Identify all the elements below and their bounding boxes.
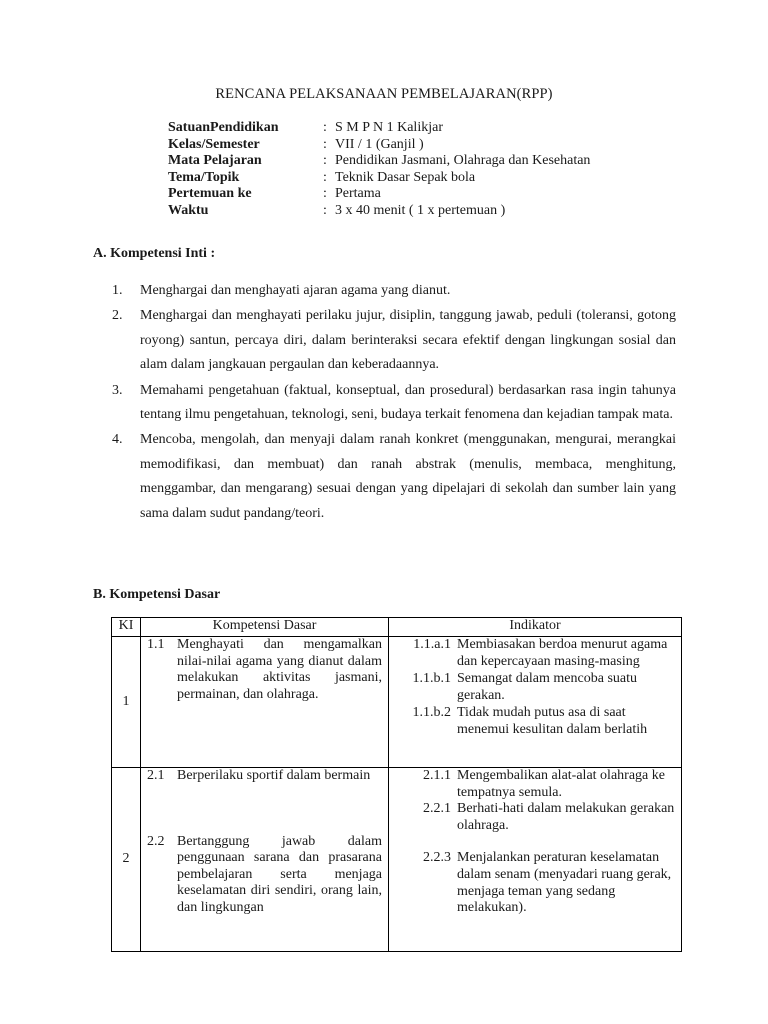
identity-colon: : (323, 136, 327, 152)
identity-value: Teknik Dasar Sepak bola (335, 169, 476, 185)
indicator-number: 1.1.b.2 (412, 705, 451, 721)
list-text: Memahami pengetahuan (faktual, konseptual, dan prosedural) berdasarkan rasa ingin tahunya tentang ilmu pengetahuan, teknologi, seni, budaya terkait fenomena dan kejadian tampak mata. (140, 382, 676, 423)
kd-number: 2.2 (147, 833, 165, 849)
identity-label: SatuanPendidikan (168, 120, 279, 135)
page-title: RENCANA PELAKSANAAN PEMBELAJARAN(RPP) (215, 86, 553, 102)
indicator-text: Mengembalikan alat-alat olahraga ke tempatnya semula. (457, 768, 665, 800)
indicator-item (395, 768, 677, 801)
identity-row (168, 153, 590, 170)
indicator-text: Semangat dalam mencoba suatu gerakan. (457, 671, 637, 703)
list-text: Menghargai dan menghayati ajaran agama yang dianut. (140, 283, 451, 298)
list-item (112, 304, 676, 377)
indicator-number: 1.1.a.1 (413, 637, 451, 652)
indicator-number: 2.2.1 (423, 801, 451, 817)
table-header-row (112, 618, 682, 637)
header-indicator: Indikator (389, 618, 682, 637)
identity-colon: : (323, 169, 327, 185)
identity-colon: : (323, 186, 327, 202)
list-item (112, 428, 676, 526)
indicator-item (395, 705, 677, 738)
identity-row (168, 170, 590, 187)
list-number: 4. (112, 432, 123, 448)
indicator-item (395, 671, 677, 704)
kd-item (147, 768, 382, 785)
section-a-heading: A. Kompetensi Inti : (93, 246, 216, 261)
kd-item (147, 834, 382, 917)
ki-number: 1 (112, 637, 141, 768)
indicator-item (395, 850, 677, 916)
indicator-number: 2.2.3 (423, 850, 451, 866)
identity-value: VII / 1 (Ganjil ) (335, 136, 424, 152)
list-text: Menghargai dan menghayati perilaku jujur, disiplin, tanggung jawab, peduli (toleransi, gotong royong) santun, percaya diri, dalam berinteraksi secara efektif dengan lingkungan sosial dan alam dalam jangkauan pergaulan dan keberadaannya. (140, 308, 676, 373)
identity-value: Pendidikan Jasmani, Olahraga dan Kesehatan (335, 153, 591, 169)
table-row (112, 637, 682, 768)
identity-label: Tema/Topik (168, 169, 240, 185)
indicator-text: Menjalankan peraturan keselamatan dalam senam (menyadari ruang gerak, menjaga teman yang sedang melakukan). (457, 850, 672, 916)
identity-block (168, 120, 590, 220)
identity-value: Pertama (335, 186, 381, 202)
identity-label: Mata Pelajaran (168, 153, 262, 169)
kd-cell (141, 768, 389, 952)
identity-colon: : (323, 120, 327, 135)
header-ki: KI (112, 618, 141, 637)
list-item (112, 379, 676, 428)
indicator-number: 1.1.b.1 (412, 671, 451, 687)
basic-competency-table (111, 617, 682, 952)
header-kd: Kompetensi Dasar (141, 618, 389, 637)
kd-text: Menghayati dan mengamalkan nilai-nilai agama yang dianut dalam melakukan aktivitas jasmani, permainan, dan olahraga. (177, 637, 382, 702)
ki-number: 2 (112, 768, 141, 952)
indicator-text: Tidak mudah putus asa di saat menemui kesulitan dalam berlatih (457, 705, 648, 737)
identity-value: S M P N 1 Kalikjar (335, 120, 443, 135)
identity-label: Pertemuan ke (168, 186, 252, 202)
indicator-number: 2.1.1 (423, 768, 451, 783)
identity-row (168, 186, 590, 203)
identity-label: Waktu (168, 202, 209, 218)
list-item (112, 279, 676, 303)
core-competency-list (112, 279, 676, 527)
indicator-item (395, 801, 677, 834)
identity-colon: : (323, 153, 327, 169)
indicator-cell (389, 768, 682, 952)
list-number: 3. (112, 382, 123, 398)
identity-label: Kelas/Semester (168, 136, 260, 152)
identity-row (168, 137, 590, 154)
kd-item (147, 637, 382, 703)
kd-text: Berperilaku sportif dalam bermain (177, 768, 371, 783)
kd-cell (141, 637, 389, 768)
table-row (112, 768, 682, 952)
indicator-text: Berhati-hati dalam melakukan gerakan olahraga. (457, 801, 675, 833)
kd-text: Bertanggung jawab dalam penggunaan sarana dan prasarana pembelajaran serta menjaga keselamatan diri sendiri, orang lain, dan lingkungan (177, 833, 382, 915)
identity-colon: : (323, 202, 327, 218)
identity-value: 3 x 40 menit ( 1 x pertemuan ) (335, 202, 506, 218)
kd-number: 2.1 (147, 768, 165, 783)
list-number: 1. (112, 283, 123, 298)
identity-row (168, 203, 590, 220)
indicator-text: Membiasakan berdoa menurut agama dan kepercayaan masing-masing (457, 637, 668, 669)
identity-row (168, 120, 590, 137)
section-b-heading: B. Kompetensi Dasar (93, 587, 221, 602)
indicator-item (395, 637, 677, 670)
list-text: Mencoba, mengolah, dan menyaji dalam ranah konkret (menggunakan, mengurai, merangkai memodifikasi, dan membuat) dan ranah abstrak (menulis, membaca, menghitung, menggambar, dan mengarang) sesuai dengan yang dipelajari di sekolah dan sumber lain yang sama dalam sudut pandang/teori. (140, 432, 676, 521)
kd-number: 1.1 (147, 637, 165, 652)
list-number: 2. (112, 308, 123, 324)
indicator-cell (389, 637, 682, 768)
